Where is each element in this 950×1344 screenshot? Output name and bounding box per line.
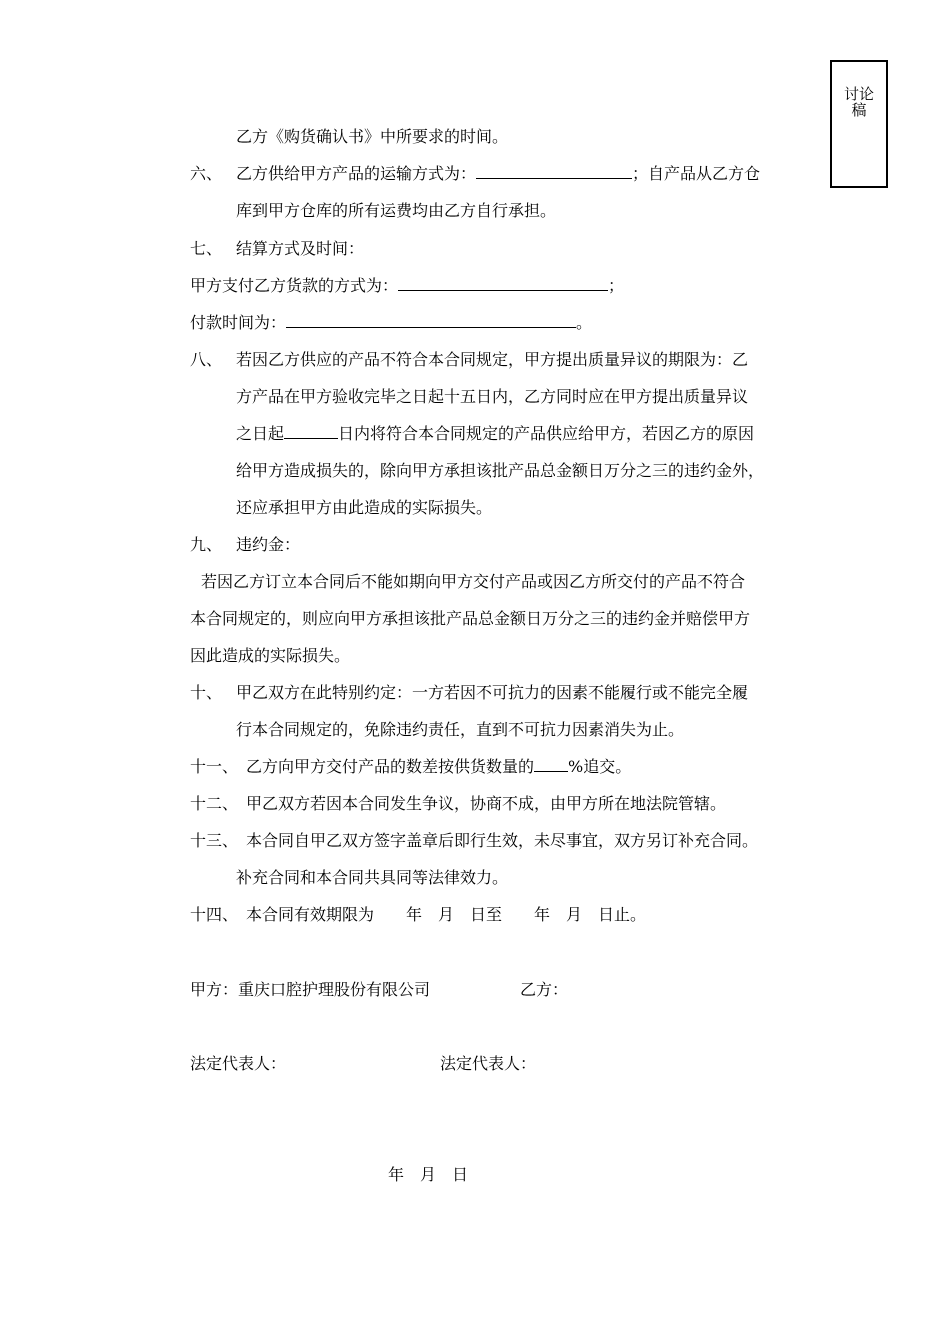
clause14-number: 十四、 — [190, 905, 239, 924]
signature-date: 年 月 日 — [388, 1165, 469, 1184]
draft-stamp — [830, 60, 888, 188]
payment-time-blank[interactable] — [286, 310, 576, 328]
party-b-signature: 乙方： — [520, 980, 569, 999]
clause13-number: 十三、 — [190, 831, 239, 850]
payment-method-label: 甲方支付乙方货款的方式为： — [190, 276, 399, 295]
clause11-line — [246, 754, 631, 777]
clause14-line: 本合同有效期限为 年 月 日至 年 月 日止。 — [246, 905, 647, 924]
clause11-text-b: %追交。 — [568, 757, 632, 776]
payment-method-line — [190, 273, 624, 296]
clause9-number: 九、 — [190, 535, 223, 554]
transport-method-blank[interactable] — [476, 161, 632, 179]
clause6-line2: 库到甲方仓库的所有运费均由乙方自行承担。 — [236, 201, 557, 220]
clause9-line2: 本合同规定的，则应向甲方承担该批产品总金额日万分之三的违约金并赔偿甲方 — [190, 609, 751, 628]
clause6-text-a: 乙方供给甲方产品的运输方式为： — [236, 164, 477, 183]
clause13-line1: 本合同自甲乙双方签字盖章后即行生效，未尽事宜，双方另订补充合同。 — [246, 831, 759, 850]
party-a-signature: 甲方：重庆口腔护理股份有限公司 — [190, 980, 431, 999]
shortage-percent-blank[interactable] — [534, 754, 568, 772]
clause8-number: 八、 — [190, 350, 223, 369]
clause10-number: 十、 — [190, 683, 223, 702]
clause11-number: 十一、 — [190, 757, 239, 776]
party-b-representative: 法定代表人： — [440, 1054, 537, 1073]
clause7-number: 七、 — [190, 239, 223, 258]
clause9-line1: 若因乙方订立本合同后不能如期向甲方交付产品或因乙方所交付的产品不符合 — [201, 572, 746, 591]
clause8-line2: 方产品在甲方验收完毕之日起十五日内，乙方同时应在甲方提出质量异议 — [236, 387, 749, 406]
clause8-line4: 给甲方造成损失的，除向甲方承担该批产品总金额日万分之三的违约金外， — [236, 461, 765, 480]
clause9-line3: 因此造成的实际损失。 — [190, 646, 351, 665]
clause11-text-a: 乙方向甲方交付产品的数差按供货数量的 — [246, 757, 535, 776]
clause12-line: 甲乙双方若因本合同发生争议，协商不成，由甲方所在地法院管辖。 — [246, 794, 727, 813]
clause6-line1 — [236, 161, 760, 184]
clause8-line5: 还应承担甲方由此造成的实际损失。 — [236, 498, 493, 517]
clause12-number: 十二、 — [190, 794, 239, 813]
clause9-title: 违约金： — [236, 535, 301, 554]
clause8-line3 — [236, 421, 754, 444]
draft-stamp-line2: 稿 — [851, 101, 867, 119]
clause6-number: 六、 — [190, 164, 223, 183]
payment-method-end: ； — [608, 276, 625, 295]
clause10-line1: 甲乙双方在此特别约定：一方若因不可抗力的因素不能履行或不能完全履 — [236, 683, 749, 702]
replacement-days-blank[interactable] — [284, 421, 338, 439]
clause8-line3-a: 之日起 — [236, 424, 285, 443]
payment-time-end: 。 — [576, 313, 593, 332]
clause8-line1: 若因乙方供应的产品不符合本合同规定，甲方提出质量异议的期限为：乙 — [236, 350, 749, 369]
party-a-representative: 法定代表人： — [190, 1054, 287, 1073]
clause8-line3-b: 日内将符合本合同规定的产品供应给甲方，若因乙方的原因 — [338, 424, 755, 443]
payment-time-line — [190, 310, 592, 333]
clause13-line2: 补充合同和本合同共具同等法律效力。 — [236, 868, 509, 887]
clause6-text-b: ；自产品从乙方仓 — [632, 164, 761, 183]
clause7-title: 结算方式及时间： — [236, 239, 365, 258]
draft-stamp-line1: 讨论 — [843, 85, 874, 103]
payment-method-blank[interactable] — [398, 273, 608, 291]
payment-time-label: 付款时间为： — [190, 313, 287, 332]
clause10-line2: 行本合同规定的，免除违约责任，直到不可抗力因素消失为止。 — [236, 720, 685, 739]
clause5-tail: 乙方《购货确认书》中所要求的时间。 — [236, 127, 509, 146]
